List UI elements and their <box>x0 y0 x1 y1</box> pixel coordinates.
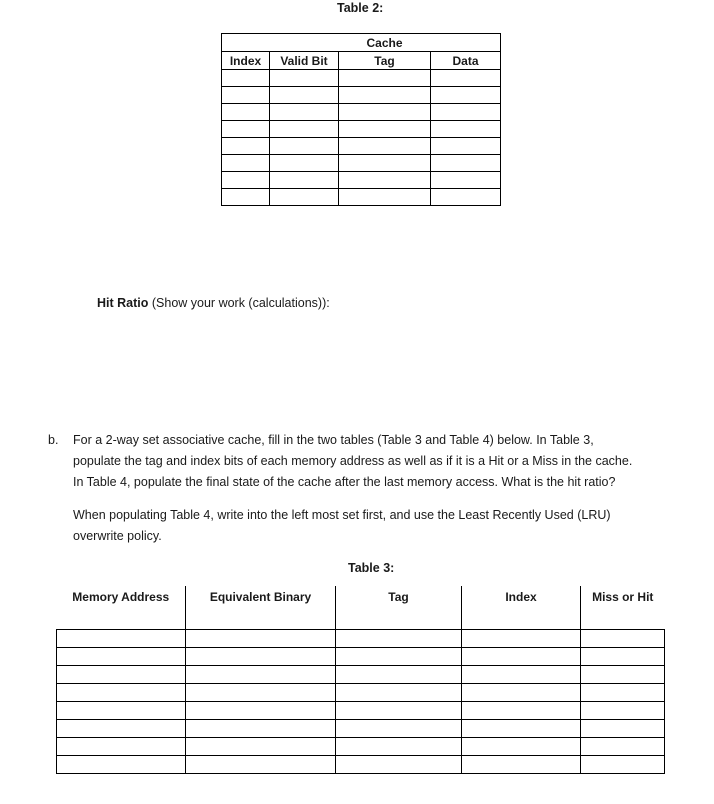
table-row <box>222 155 501 172</box>
table-row <box>222 70 501 87</box>
blank-cell[interactable] <box>462 702 581 720</box>
cache-group-header: Cache <box>339 34 431 52</box>
part-b-paragraph <box>73 430 698 493</box>
blank-cell[interactable] <box>431 138 501 155</box>
hit-ratio-label: Hit Ratio <box>97 296 149 310</box>
hit-ratio-note: (Show your work (calculations)): <box>151 296 330 310</box>
blank-cell[interactable] <box>339 155 431 172</box>
blank-cell[interactable] <box>336 666 462 684</box>
blank-cell[interactable] <box>581 738 665 756</box>
col-valid-bit-header: Valid Bit <box>270 52 339 70</box>
blank-cell[interactable] <box>186 684 336 702</box>
col-tag-header: Tag <box>336 586 462 630</box>
blank-cell[interactable] <box>462 630 581 648</box>
part-b-line: In Table 4, populate the final state of the cache after the last memory access. What is the hit ratio? <box>73 475 616 489</box>
blank-cell[interactable] <box>222 121 270 138</box>
table-row <box>222 172 501 189</box>
col-tag-header: Tag <box>339 52 431 70</box>
blank-cell[interactable] <box>339 138 431 155</box>
blank-cell[interactable] <box>336 720 462 738</box>
blank-cell[interactable] <box>431 104 501 121</box>
blank-cell[interactable] <box>186 756 336 774</box>
blank-cell[interactable] <box>186 738 336 756</box>
blank-cell[interactable] <box>462 720 581 738</box>
blank-cell[interactable] <box>270 121 339 138</box>
blank-cell[interactable] <box>581 648 665 666</box>
blank-cell[interactable] <box>186 720 336 738</box>
table3-body <box>57 630 665 774</box>
table-row <box>222 104 501 121</box>
blank-cell[interactable] <box>431 87 501 104</box>
blank-cell[interactable] <box>462 684 581 702</box>
blank-cell[interactable] <box>581 720 665 738</box>
part-b-line: For a 2-way set associative cache, fill in the two tables (Table 3 and Table 4) below. In Table 3, <box>73 433 594 447</box>
table-row <box>57 684 665 702</box>
col-miss-or-hit-header: Miss or Hit <box>581 586 665 630</box>
blank-cell[interactable] <box>57 738 186 756</box>
part-b-line: populate the tag and index bits of each memory address as well as if it is a Hit or a Miss in the cache. <box>73 454 633 468</box>
blank-cell[interactable] <box>222 172 270 189</box>
table-row <box>222 189 501 206</box>
blank-cell[interactable] <box>336 648 462 666</box>
blank-cell[interactable] <box>462 648 581 666</box>
blank-cell[interactable] <box>581 666 665 684</box>
table-row <box>57 648 665 666</box>
table-row <box>57 756 665 774</box>
blank-cell[interactable] <box>222 70 270 87</box>
blank-cell[interactable] <box>336 756 462 774</box>
blank-cell[interactable] <box>462 738 581 756</box>
table-row <box>222 121 501 138</box>
blank-cell[interactable] <box>186 666 336 684</box>
blank-cell[interactable] <box>462 756 581 774</box>
blank-cell[interactable] <box>336 684 462 702</box>
blank-cell[interactable] <box>336 702 462 720</box>
col-data-header: Data <box>431 52 501 70</box>
blank-cell[interactable] <box>339 121 431 138</box>
blank-cell[interactable] <box>431 70 501 87</box>
blank-cell[interactable] <box>57 756 186 774</box>
table-row <box>57 738 665 756</box>
blank-cell[interactable] <box>270 104 339 121</box>
blank-cell[interactable] <box>581 756 665 774</box>
blank-cell[interactable] <box>57 720 186 738</box>
table2-cache <box>221 33 501 206</box>
blank-cell[interactable] <box>270 138 339 155</box>
hit-ratio-line <box>97 296 330 310</box>
table-row <box>222 87 501 104</box>
part-b-line: When populating Table 4, write into the left most set first, and use the Least Recently Used (LRU) <box>73 508 611 522</box>
blank-cell[interactable] <box>431 172 501 189</box>
blank-cell[interactable] <box>339 172 431 189</box>
table-row <box>57 630 665 648</box>
blank-cell[interactable] <box>186 648 336 666</box>
table2-body <box>222 70 501 206</box>
part-b-paragraph-2 <box>73 505 611 547</box>
blank-cell[interactable] <box>339 104 431 121</box>
blank-cell[interactable] <box>222 104 270 121</box>
blank-cell[interactable] <box>270 155 339 172</box>
blank-cell[interactable] <box>462 666 581 684</box>
blank-cell[interactable] <box>581 684 665 702</box>
blank-cell[interactable] <box>57 684 186 702</box>
blank-cell[interactable] <box>431 155 501 172</box>
blank-cell[interactable] <box>222 155 270 172</box>
table-row <box>57 702 665 720</box>
blank-cell[interactable] <box>339 70 431 87</box>
part-b-marker: b. <box>48 433 59 447</box>
part-b-line: overwrite policy. <box>73 529 162 543</box>
blank-cell[interactable] <box>222 87 270 104</box>
table3-caption: Table 3: <box>348 561 395 575</box>
blank-cell[interactable] <box>270 70 339 87</box>
blank-cell[interactable] <box>270 87 339 104</box>
blank-cell[interactable] <box>581 630 665 648</box>
col-memory-address-header: Memory Address <box>57 586 186 630</box>
blank-cell[interactable] <box>222 189 270 206</box>
blank-cell[interactable] <box>222 138 270 155</box>
blank-cell[interactable] <box>431 189 501 206</box>
blank-cell[interactable] <box>336 738 462 756</box>
blank-cell[interactable] <box>57 648 186 666</box>
blank-cell[interactable] <box>57 666 186 684</box>
table-row <box>57 666 665 684</box>
blank-cell[interactable] <box>186 702 336 720</box>
blank-cell[interactable] <box>339 189 431 206</box>
blank-cell[interactable] <box>270 189 339 206</box>
table2-caption: Table 2: <box>337 1 384 15</box>
table-row <box>222 138 501 155</box>
blank-cell[interactable] <box>339 87 431 104</box>
col-equivalent-binary-header: Equivalent Binary <box>186 586 336 630</box>
blank-cell[interactable] <box>57 630 186 648</box>
blank-cell[interactable] <box>336 630 462 648</box>
col-index-header: Index <box>462 586 581 630</box>
blank-cell[interactable] <box>431 121 501 138</box>
table-row <box>57 720 665 738</box>
col-index-header: Index <box>222 52 270 70</box>
blank-cell[interactable] <box>270 172 339 189</box>
table3-address-breakdown <box>56 586 665 774</box>
blank-cell[interactable] <box>581 702 665 720</box>
blank-cell[interactable] <box>186 630 336 648</box>
blank-cell[interactable] <box>57 702 186 720</box>
